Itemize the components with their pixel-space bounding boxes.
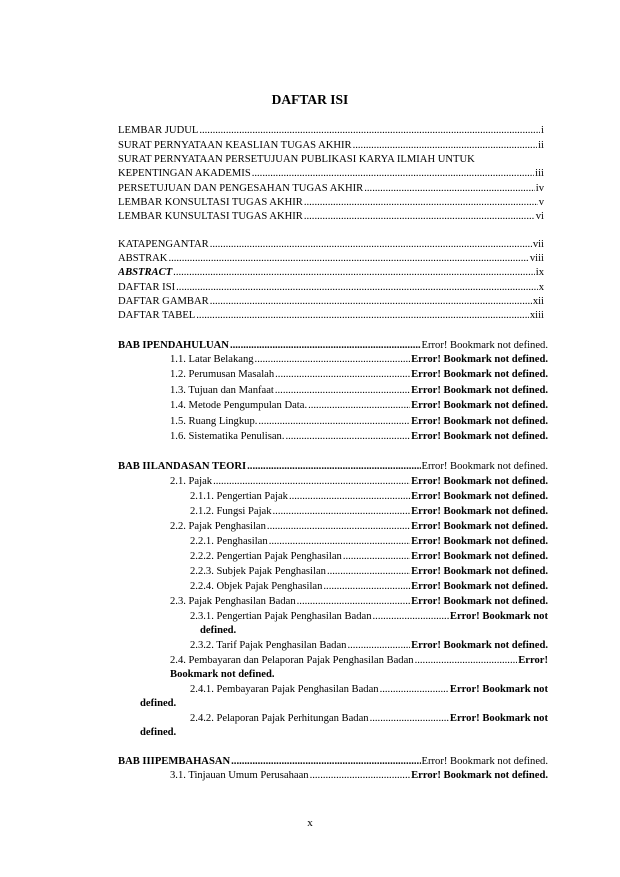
toc-page: Error! Bookmark not defined. (411, 770, 548, 781)
toc-subsection[interactable] (190, 505, 548, 519)
toc-section[interactable] (170, 415, 548, 429)
toc-label: DAFTAR TABEL (118, 310, 196, 321)
toc-page: ii (538, 140, 544, 151)
toc-page: viii (529, 253, 544, 264)
toc-label: 2.1.1. Pengertian Pajak (190, 491, 288, 502)
toc-page: Error! Bookmark not defined. (411, 566, 548, 577)
toc-chapter-bab-2[interactable] (118, 460, 548, 474)
toc-page: Error! Bookmark not defined. (411, 596, 548, 607)
toc-label: DAFTAR GAMBAR (118, 296, 209, 307)
toc-label: 2.2.4. Objek Pajak Penghasilan (190, 581, 323, 592)
toc-page: Error! Bookmark not defined. (411, 369, 548, 380)
toc-page: Error! Bookmark not defined. (421, 756, 548, 767)
toc-entry-abstract[interactable] (118, 266, 544, 280)
toc-label: SURAT PERNYATAAN KEASLIAN TUGAS AKHIR (118, 140, 352, 151)
toc-section[interactable] (170, 430, 548, 444)
toc-entry-daftar-gambar[interactable] (118, 295, 544, 309)
toc-label: 2.2. Pajak Penghasilan (170, 521, 266, 532)
toc-entry-keaslian[interactable] (118, 139, 544, 153)
toc-label: PERSETUJUAN DAN PENGESAHAN TUGAS AKHIR (118, 183, 364, 194)
toc-page: i (541, 125, 544, 136)
toc-page: Error! Bookmark not (449, 684, 548, 695)
toc-wrap-defined: defined. (140, 698, 177, 709)
toc-page: Error! Bookmark not (449, 713, 548, 724)
toc-subsection[interactable] (190, 580, 548, 594)
toc-label: 2.3.1. Pengertian Pajak Penghasilan Badan (190, 611, 372, 622)
toc-section[interactable] (170, 595, 548, 609)
chapter-title: PENDAHULUAN (146, 340, 229, 351)
toc-entry-publikasi-line2[interactable] (118, 167, 544, 181)
toc-label: ABSTRACT (118, 267, 173, 278)
toc-label: LEMBAR JUDUL (118, 125, 199, 136)
toc-label: DAFTAR ISI (118, 282, 176, 293)
toc-entry-konsultasi[interactable] (118, 196, 544, 210)
toc-page: Error! Bookmark not defined. (411, 385, 548, 396)
toc-label: 2.4.1. Pembayaran Pajak Penghasilan Badan (190, 684, 379, 695)
toc-page: Error! Bookmark not defined. (411, 491, 548, 502)
toc-label: 1.1. Latar Belakang (170, 354, 254, 365)
toc-section[interactable] (170, 384, 548, 398)
toc-page: Error! Bookmark not defined. (411, 476, 548, 487)
toc-page: xiii (529, 310, 544, 321)
toc-section[interactable] (170, 475, 548, 489)
toc-label: 2.4. Pembayaran dan Pelaporan Pajak Penghasilan Badan (170, 655, 414, 666)
toc-page: Error! Bookmark not defined. (421, 461, 548, 472)
toc-page: Error! Bookmark not defined. (411, 640, 548, 651)
toc-entry-daftar-tabel[interactable] (118, 309, 544, 323)
chapter-title: LANDASAN TEORI (150, 461, 247, 472)
toc-label: 1.4. Metode Pengumpulan Data. (170, 400, 308, 411)
toc-chapter-bab-1[interactable] (118, 339, 548, 353)
toc-entry-pengesahan[interactable] (118, 182, 544, 196)
toc-page: Error! Bookmark not defined. (411, 354, 548, 365)
toc-entry-kunsultasi[interactable] (118, 210, 544, 224)
page-title: DAFTAR ISI (271, 92, 349, 107)
toc-label: 2.2.2. Pengertian Pajak Penghasilan (190, 551, 342, 562)
toc-subsection[interactable] (190, 683, 548, 697)
toc-label: 1.6. Sistematika Penulisan. (170, 431, 285, 442)
toc-chapter-bab-3[interactable] (118, 755, 548, 769)
toc-section[interactable] (170, 520, 548, 534)
toc-section[interactable] (170, 368, 548, 382)
toc-label: 3.1. Tinjauan Umum Perusahaan (170, 770, 309, 781)
toc-wrap-bookmark: Bookmark not defined. (170, 669, 275, 680)
toc-page: Error! Bookmark not defined. (411, 536, 548, 547)
toc-page: x (538, 282, 544, 293)
toc-label: 2.2.3. Subjek Pajak Penghasilan (190, 566, 326, 577)
toc-subsection[interactable] (190, 610, 548, 624)
toc-page: Error! Bookmark not (449, 611, 548, 622)
toc-page: vi (535, 211, 544, 222)
toc-label: ABSTRAK (118, 253, 168, 264)
toc-page: xii (532, 296, 544, 307)
toc-label: LEMBAR KONSULTASI TUGAS AKHIR (118, 197, 303, 208)
toc-label: 1.3. Tujuan dan Manfaat (170, 385, 274, 396)
toc-entry-lembar-judul[interactable] (118, 124, 544, 138)
chapter-title: PEMBAHASAN (154, 756, 231, 767)
toc-page: Error! Bookmark not defined. (411, 416, 548, 427)
toc-page: Error! Bookmark not defined. (411, 400, 548, 411)
toc-entry-publikasi-line1[interactable] (118, 153, 548, 167)
toc-subsection[interactable] (190, 535, 548, 549)
toc-page: v (538, 197, 544, 208)
toc-label: 2.3.2. Tarif Pajak Penghasilan Badan (190, 640, 347, 651)
toc-page: Error! (518, 655, 548, 666)
toc-label: KEPENTINGAN AKADEMIS (118, 168, 251, 179)
toc-label: 2.3. Pajak Penghasilan Badan (170, 596, 296, 607)
page-number: x (307, 817, 313, 829)
toc-page: Error! Bookmark not defined. (411, 581, 548, 592)
chapter-number: BAB I (118, 340, 147, 351)
toc-page: ix (535, 267, 544, 278)
toc-label: SURAT PERNYATAAN PERSETUJUAN PUBLIKASI KARYA ILMIAH UNTUK (118, 154, 475, 165)
toc-subsection[interactable] (190, 490, 548, 504)
toc-label: 2.1.2. Fungsi Pajak (190, 506, 272, 517)
toc-label: LEMBAR KUNSULTASI TUGAS AKHIR (118, 211, 303, 222)
toc-page: Error! Bookmark not defined. (421, 340, 548, 351)
toc-page: Error! Bookmark not defined. (411, 431, 548, 442)
toc-page: vii (532, 239, 544, 250)
chapter-number: BAB II (118, 461, 151, 472)
toc-label: KATAPENGANTAR (118, 239, 209, 250)
toc-section[interactable] (170, 769, 548, 783)
toc-subsection[interactable] (190, 639, 548, 653)
toc-section[interactable] (170, 654, 548, 668)
toc-label: 2.2.1. Penghasilan (190, 536, 268, 547)
toc-page: Error! Bookmark not defined. (411, 551, 548, 562)
toc-label: 1.5. Ruang Lingkup. (170, 416, 258, 427)
toc-entry-daftar-isi[interactable] (118, 281, 544, 295)
toc-subsection[interactable] (190, 565, 548, 579)
toc-entry-abstrak[interactable] (118, 252, 544, 266)
toc-subsection[interactable] (190, 550, 548, 564)
chapter-number: BAB III (118, 756, 155, 767)
toc-label: 2.1. Pajak (170, 476, 213, 487)
toc-page: Error! Bookmark not defined. (411, 506, 548, 517)
toc-subsection[interactable] (190, 712, 548, 726)
toc-section[interactable] (170, 399, 548, 413)
toc-wrap-defined: defined. (140, 727, 177, 738)
toc-wrap-defined: defined. (200, 625, 237, 636)
toc-page: iv (535, 183, 544, 194)
toc-label: 1.2. Perumusan Masalah (170, 369, 275, 380)
toc-label: 2.4.2. Pelaporan Pajak Perhitungan Badan (190, 713, 369, 724)
toc-entry-kata-pengantar[interactable] (118, 238, 544, 252)
toc-page: Error! Bookmark not defined. (411, 521, 548, 532)
toc-page: iii (535, 168, 544, 179)
toc-section[interactable] (170, 353, 548, 367)
